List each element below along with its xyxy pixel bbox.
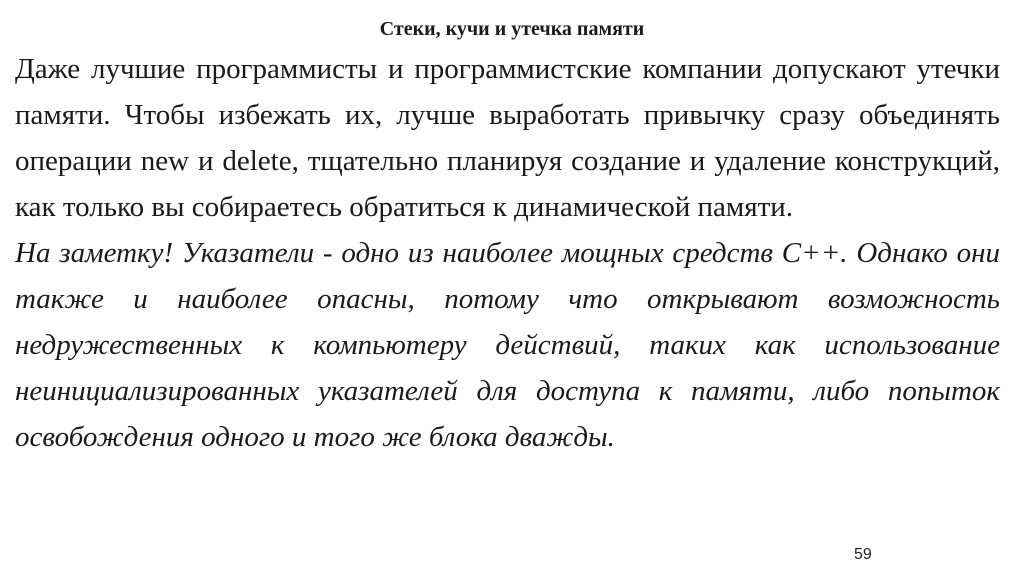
slide-body xyxy=(15,46,1000,460)
body-paragraph-note-pointers: На заметку! Указатели - одно из наиболее мощных средств С++. Однако они также и наиболее опасны, потому что открывают возможность недружественных к компьютеру действий, таких как использование неинициализированных указателей для доступа к памяти, либо попыток освобождения одного и того же блока дважды. xyxy=(15,237,1000,453)
page-number: 59 xyxy=(854,546,872,563)
slide-title: Стеки, кучи и утечка памяти xyxy=(379,18,645,40)
body-paragraph-memory-leaks: Даже лучшие программисты и программистские компании допускают утечки памяти. Чтобы избежать их, лучше выработать привычку сразу объединять операции new и delete, тщательно планируя создание и удаление конструкций, как только вы собираетесь обратиться к динамической памяти. xyxy=(15,53,1000,223)
